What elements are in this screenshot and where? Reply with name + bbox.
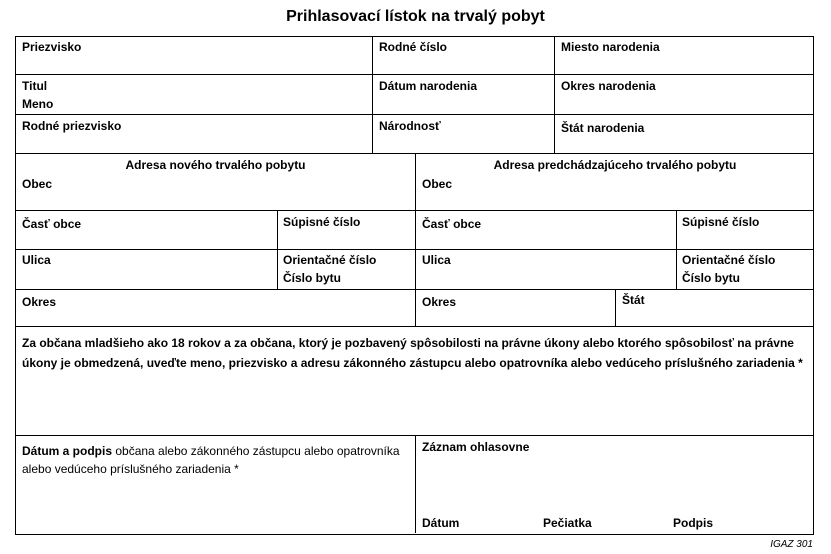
prev-register-no-label: Súpisné číslo: [682, 215, 760, 229]
office-record-header: Záznam ohlasovne: [422, 440, 530, 454]
new-part-field[interactable]: [16, 210, 277, 249]
nationality-field[interactable]: [372, 114, 554, 153]
new-orient-flat-field[interactable]: [277, 249, 415, 289]
signature-label-bold: Dátum a podpis: [22, 444, 113, 458]
birth-date-label: Dátum narodenia: [379, 79, 478, 93]
surname-field[interactable]: [16, 37, 372, 74]
representative-field[interactable]: [16, 326, 813, 435]
new-district-field[interactable]: [16, 289, 415, 326]
signature-field[interactable]: [16, 435, 415, 533]
prev-register-no-field[interactable]: [676, 210, 813, 249]
birth-place-label: Miesto narodenia: [561, 40, 660, 54]
prev-address-header: Adresa predchádzajúceho trvalého pobytu: [493, 158, 737, 172]
prev-orient-flat-field[interactable]: [676, 249, 813, 289]
office-stamp-label: Pečiatka: [543, 516, 592, 530]
prev-district-field[interactable]: [415, 289, 615, 326]
birth-number-label: Rodné číslo: [379, 40, 448, 54]
new-municipality-label: Obec: [22, 177, 53, 191]
representative-note: Za občana mladšieho ako 18 rokov a za občana, ktorý je pozbavený spôsobilosti na právne úkony alebo ktorého spôsobilosť na právne úkony je obmedzená, uveďte meno, priezvisko a adresu zákonného zástupcu alebo opatrovníka alebo vedúceho príslušného zariadenia *: [22, 336, 803, 370]
new-orient-no-label: Orientačné číslo: [283, 253, 377, 267]
new-flat-no-label: Číslo bytu: [283, 271, 342, 285]
office-signature-label: Podpis: [673, 516, 714, 530]
signature-label-rest: občana alebo zákonného zástupcu alebo opatrovníka alebo vedúceho príslušného zariadenia *: [22, 444, 400, 476]
birth-surname-label: Rodné priezvisko: [22, 119, 122, 133]
form-code: IGAZ 301: [770, 539, 813, 550]
birth-date-field[interactable]: [372, 74, 554, 114]
prev-part-field[interactable]: [415, 210, 676, 249]
new-address-header: Adresa nového trvalého pobytu: [125, 158, 306, 172]
signature-label: [22, 442, 412, 478]
prev-state-label: Štát: [622, 293, 645, 307]
new-register-no-field[interactable]: [277, 210, 415, 249]
name-label: Meno: [22, 97, 54, 111]
birth-district-field[interactable]: [554, 74, 813, 114]
birth-state-field[interactable]: [554, 114, 813, 153]
surname-label: Priezvisko: [22, 40, 82, 54]
nationality-label: Národnosť: [379, 119, 441, 133]
prev-flat-no-label: Číslo bytu: [682, 271, 741, 285]
new-street-label: Ulica: [22, 253, 51, 267]
new-municipality-field[interactable]: [16, 153, 415, 210]
prev-municipality-label: Obec: [422, 177, 453, 191]
new-part-label: Časť obce: [22, 217, 82, 231]
birth-state-label: Štát narodenia: [561, 121, 645, 135]
birth-district-label: Okres narodenia: [561, 79, 656, 93]
prev-street-field[interactable]: [415, 249, 676, 289]
new-register-no-label: Súpisné číslo: [283, 215, 361, 229]
prev-municipality-field[interactable]: [415, 153, 813, 210]
registration-form: [15, 36, 814, 535]
prev-district-label: Okres: [422, 295, 457, 309]
title-name-field[interactable]: [16, 74, 372, 114]
prev-state-field[interactable]: [615, 289, 813, 326]
birth-number-field[interactable]: [372, 37, 554, 74]
form-title: Prihlasovací lístok na trvalý pobyt: [286, 8, 545, 25]
new-district-label: Okres: [22, 295, 57, 309]
prev-street-label: Ulica: [422, 253, 451, 267]
office-record-field[interactable]: [415, 435, 813, 533]
prev-part-label: Časť obce: [422, 217, 482, 231]
prev-orient-no-label: Orientačné číslo: [682, 253, 776, 267]
birth-surname-field[interactable]: [16, 114, 372, 153]
title-label: Titul: [22, 79, 48, 93]
new-street-field[interactable]: [16, 249, 277, 289]
birth-place-field[interactable]: [554, 37, 813, 74]
office-date-label: Dátum: [422, 516, 460, 530]
